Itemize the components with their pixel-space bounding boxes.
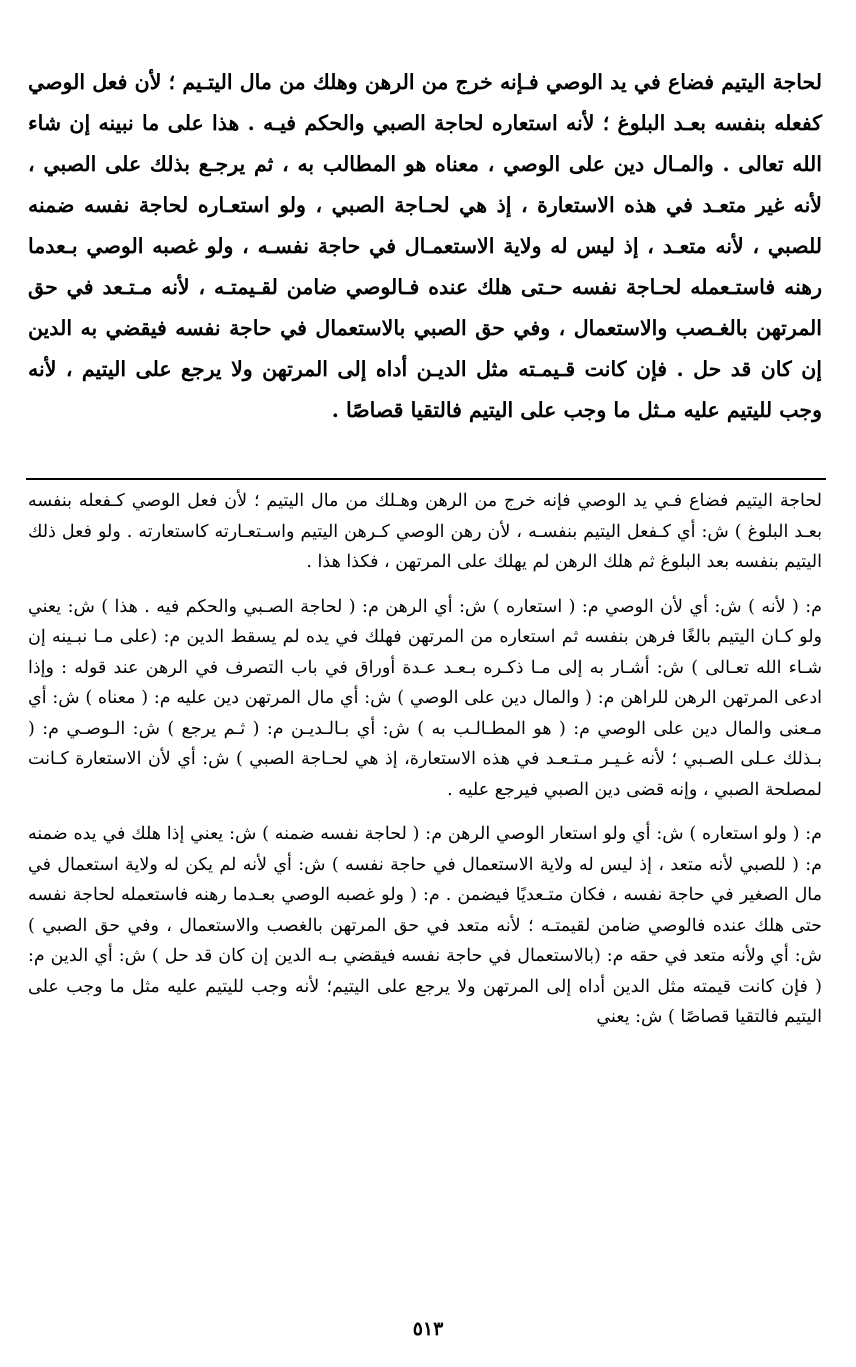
- main-text-block: لحاجة اليتيم فضاع في يد الوصي فـإنه خرج من الرهن وهلك من مال اليتـيم ؛ لأن فعل الوصي كفعله بنفسه بعـد البلوغ ؛ لأنه استعاره لحاجة الصبي والحكم فيـه . هذا على ما نبينه إن شاء الله تعالى . والمـال دين على الوصي ، معناه هو المطالب به ، ثم يرجـع بذلك على الصبي ، لأنه غير متعـد في هذه الاستعارة ، إذ هي لحـاجة الصبي ، ولو استعـاره لحاجة نفسه ضمنه للصبي ، لأنه متعـد ، إذ ليس له ولاية الاستعمـال في حاجة نفسـه ، ولو غصبه الوصي بـعدما رهنه فاستـعمله لحـاجة نفسه حـتى هلك عنده فـالوصي ضامن لقـيمتـه ، لأنه مـتـعد في حق المرتهن بالغـصب والاستعمال ، وفي حق الصبي بالاستعمال في حاجة نفسه فيقضي به الدين إن كان قد حل . فإن كانت قـيمـته مثل الديـن أداه إلى المرتهن ولا يرجع على اليتيم ، لأنه وجب لليتيم عليه مـثل ما وجب على اليتيم فالتقيا قصاصًا .: [28, 70, 822, 422]
- footnote-divider: [26, 478, 826, 480]
- commentary-block: [28, 486, 822, 1033]
- commentary-paragraph: لحاجة اليتيم فضاع فـي يد الوصي فإنه خرج من الرهن وهـلك من مال اليتيم ؛ لأن فعل الوصي كـفعله بنفسه بعـد البلوغ ) ش: أي كـفعل اليتيم بنفسـه ، لأن رهن الوصي كـرهن اليتيم واسـتعـارته كاستعارته . ولو فعل ذلك اليتيم بنفسه بعد البلوغ ثم هلك الرهن لم يهلك على المرتهن ، فكذا هذا .: [28, 491, 822, 572]
- commentary-paragraph: م: ( ولو استعاره ) ش: أي ولو استعار الوصي الرهن م: ( لحاجة نفسه ضمنه ) ش: يعني إذا هلك في يده ضمنه م: ( للصبي لأنه متعد ، إذ ليس له ولاية الاستعمال في حاجة نفسه ) ش: أي لأنه لم يكن له ولاية استعمال في مال الصغير في حاجة نفسه ، فكان متـعديًا فيضمن . م: ( ولو غصبه الوصي بعـدما رهنه فاستعمله لحاجة نفسه حتى هلك عنده فالوصي ضامن لقيمتـه ؛ لأنه متعد في حق المرتهن بالغصب والاستعمال ، وفي حق الصبي ) ش: أي ولأنه متعد في حقه م: (بالاستعمال في حاجة نفسه فيقضي بـه الدين إن كان قد حل ) ش: أي الدين م: ( فإن كانت قيمته مثل الدين أداه إلى المرتهن ولا يرجع على اليتيم؛ لأنه وجب لليتيم عليه مثل ما وجب على اليتيم فالتقيا قصاصًا ) ش: يعني: [28, 824, 822, 1027]
- page-number: ٥١٣: [412, 1318, 444, 1340]
- commentary-paragraph: م: ( لأنه ) ش: أي لأن الوصي م: ( استعاره ) ش: أي الرهن م: ( لحاجة الصـبي والحكم فيه . هذا ) ش: يعني ولو كـان اليتيم بالغًا فرهن بنفسه ثم استعاره من المرتهن فهلك في يده لم يسقط الدين م: (على مـا نبـينه إن شـاء الله تعـالى ) ش: أشـار به إلى مـا ذكـره بـعـد عـدة أوراق في باب التصرف في الرهن عند قوله : وإذا ادعى المرتهن الرهن للراهن م: ( والمال دين على الوصي ) ش: أي مال المرتهن دين عليه م: ( معناه ) ش: أي مـعنى والمال دين على الوصي م: ( هو المطـالـب به ) ش: أي بـالـديـن م: ( ثـم يرجع ) ش: الـوصـي م: ( بـذلك عـلى الصـبي ؛ لأنه غـيـر مـتـعـد في هذه الاستعارة، إذ هي لحـاجة الصبي ) ش: أي لأن الاستعارة كـانت لمصلحة الصبي ، وإنه قضى دين الصبي فيرجع عليه .: [28, 596, 822, 800]
